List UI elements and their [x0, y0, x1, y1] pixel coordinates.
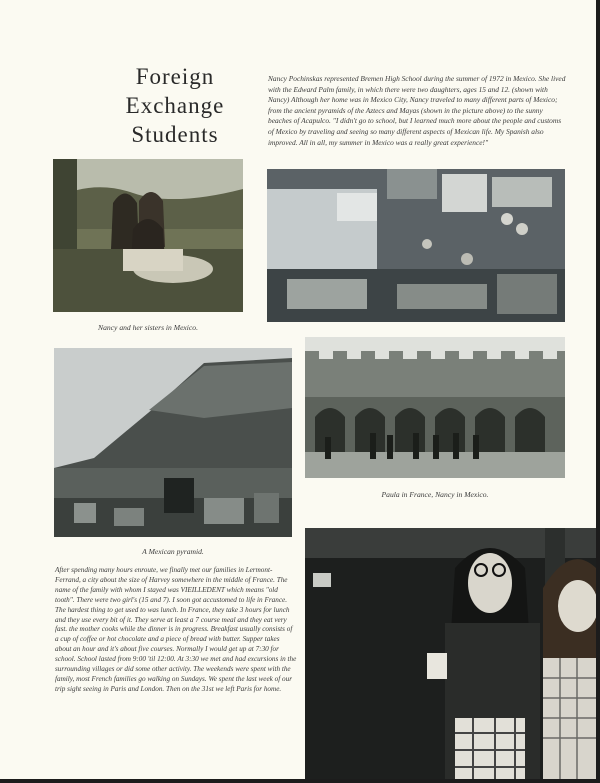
caption-france: Paula in France, Nancy in Mexico.	[381, 490, 489, 499]
story-paragraph: After spending many hours enroute, we finally met our families in Lermont-Ferrand, a city about the size of Harvey somewhere in the middle of France. The name of the family with whom I stayed was VIEILLEDENT which means "old tooth". There were two girl's (15 and 7). I soon got accustomed to life in France. The hardest thing to get used to was lunch. In France, they take 3 hours for lunch and they use every bit of it. They serve at least a 7 course meal and they eat very fast. the mother cooks while the dinner is in progress. Breakfast usually consists of a cup of coffee or hot chocolate and a piece of bread with butter. Supper takes about an hour and it's about five courses. Normally I would get up at 7:30 for school. School lasted from 9:00 'til 12:00. At 3:30 we met and had excursions in the surrounding villages or did some other activity. The weekends were spent with the family, most French families go walking on Sundays. We spent the last week of our trip sight seeing in Paris and London. Then on the 31st we left Paris for home.	[55, 566, 297, 693]
caption-sisters: Nancy and her sisters in Mexico.	[98, 323, 198, 332]
title-line-3: Students	[131, 122, 219, 147]
caption-pyramid: A Mexican pyramid.	[142, 547, 204, 556]
title-line-2: Exchange	[125, 93, 225, 118]
photo-courtyard	[305, 337, 565, 478]
photo-market	[267, 169, 565, 322]
photo-pyramid	[54, 348, 292, 537]
photo-sisters	[53, 159, 243, 312]
page-title	[100, 62, 250, 149]
intro-paragraph: Nancy Pochinskas represented Bremen High School during the summer of 1972 in Mexico. She lived with the Edward Palm family, in which there were two daughters, ages 15 and 12. (shown with Nancy) Although her home was in Mexico City, Nancy traveled to many different parts of Mexico; from the ancient pyramids of the Aztecs and Mayas (shown in the picture above) to the sunny beaches of Acapulco. "I didn't go to school, but I learned much more about the people and customs of Mexico by traveling and seeing so many different aspects of Mexican life. My Spanish also improved. All in all, my summer in Mexico was a really great experience!"	[268, 74, 566, 147]
title-line-1: Foreign	[135, 64, 215, 89]
photo-portrait	[305, 528, 596, 779]
